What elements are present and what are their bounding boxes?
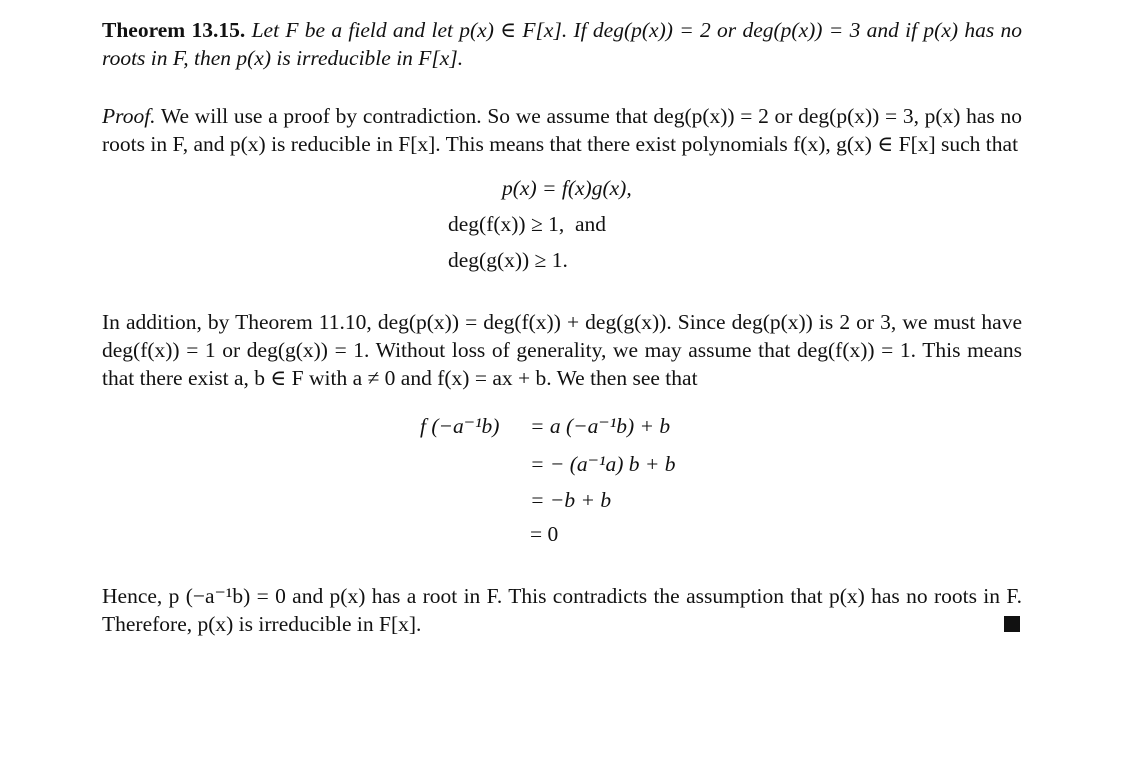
evaluation-display <box>102 406 1022 560</box>
conclusion-text: Hence, p (−a⁻¹b) = 0 and p(x) has a root in F. This contradicts the assumption that p(x) has no roots in F. Therefore, p(x) is irreducible in F[x]. <box>102 584 1022 636</box>
proof-intro-paragraph <box>102 102 1022 158</box>
conclusion-block <box>102 582 1022 638</box>
theorem-label: Theorem 13.15. <box>102 18 246 42</box>
display2-rhs2: = − (a⁻¹a) b + b <box>530 452 676 476</box>
display2-rhs3: = −b + b <box>530 488 612 512</box>
display1-line3: deg(g(x)) ≥ 1. <box>448 248 568 272</box>
theorem-statement: Let F be a field and let p(x) ∈ F[x]. If deg(p(x)) = 2 or deg(p(x)) = 3 and if p(x) has no roots in F, then p(x) is irreducible in F[x]. <box>102 18 1022 70</box>
degree-paragraph-text: In addition, by Theorem 11.10, deg(p(x)) = deg(f(x)) + deg(g(x)). Since deg(p(x)) is 2 or 3, we must have deg(f(x)) = 1 or deg(g(x)) = 1. Without loss of generality, we may assume that deg(f(x)) = 1. This means that there exist a, b ∈ F with a ≠ 0 and f(x) = ax + b. We then see that <box>102 310 1022 390</box>
display1-line2: deg(f(x)) ≥ 1, and <box>448 212 607 236</box>
display2-lhs: f (−a⁻¹b) <box>420 414 500 438</box>
degree-paragraph <box>102 308 1022 392</box>
proof-label: Proof. <box>102 104 156 128</box>
conclusion-paragraph <box>102 582 1022 638</box>
document-page <box>102 16 1022 638</box>
factorization-display <box>102 170 1022 288</box>
display2-rhs1: = a (−a⁻¹b) + b <box>530 414 671 438</box>
display2-rhs4: = 0 <box>530 522 559 546</box>
theorem-paragraph <box>102 16 1022 72</box>
qed-square-icon <box>1004 616 1020 632</box>
proof-intro-text: We will use a proof by contradiction. So we assume that deg(p(x)) = 2 or deg(p(x)) = 3, p(x) has no roots in F, and p(x) is reducible in F[x]. This means that there exist polynomials f(x), g(x) ∈ F[x] such that <box>102 104 1022 156</box>
display1-line1: p(x) = f(x)g(x), <box>502 176 632 200</box>
